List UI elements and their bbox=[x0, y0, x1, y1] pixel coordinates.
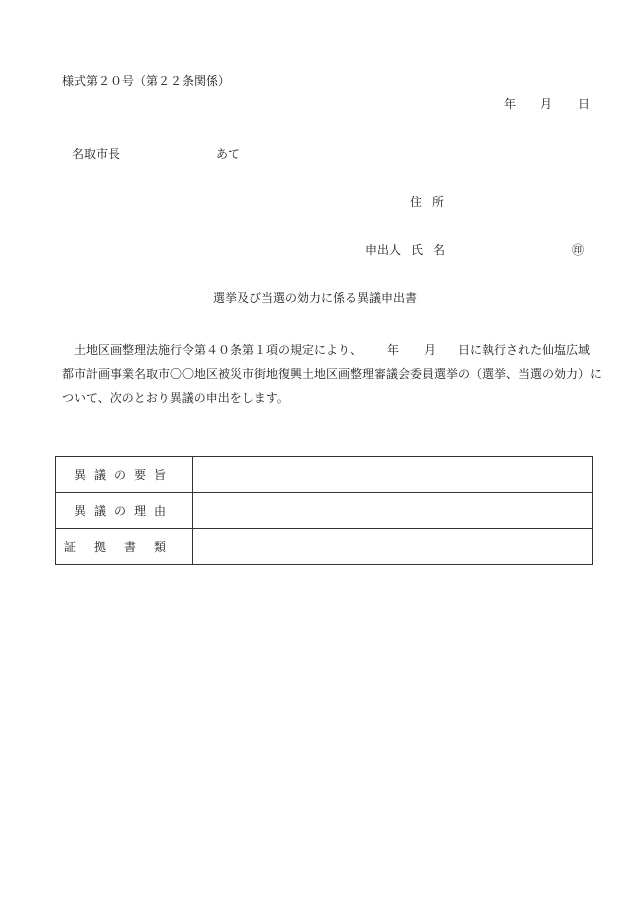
body-line-1-month: 月 bbox=[424, 343, 437, 357]
body-line-1-post: 日に執行された仙塩広域 bbox=[458, 343, 591, 357]
date-day: 日 bbox=[578, 97, 591, 111]
body-line-3-text: ついて、次のとおり異議の申出をします。 bbox=[62, 391, 289, 405]
applicant bbox=[365, 241, 590, 257]
address-label: 住所 bbox=[410, 195, 455, 209]
addressee bbox=[72, 145, 252, 161]
addressee-name: 名取市長 bbox=[72, 147, 121, 161]
body-line-3 bbox=[62, 386, 592, 410]
applicant-role: 申出人 bbox=[365, 243, 402, 257]
form-number: 様式第２０号（第２２条関係） bbox=[62, 74, 231, 88]
row-value-summary[interactable] bbox=[193, 457, 593, 493]
date-year: 年 bbox=[504, 97, 517, 111]
row-value-reason[interactable] bbox=[193, 493, 593, 529]
body-line-1-pre: 土地区画整理法施行令第４０条第１項の規定により、 bbox=[74, 343, 363, 357]
date-month: 月 bbox=[540, 97, 553, 111]
table-row bbox=[56, 529, 593, 565]
body-line-2-text: 都市計画事業名取市〇〇地区被災市街地復興土地区画整理審議会委員選挙の（選挙、当選の効力）に bbox=[62, 367, 603, 381]
seal-mark: ㊞ bbox=[572, 243, 585, 257]
row-label-reason: 異議の理由 bbox=[56, 493, 193, 529]
table-row bbox=[56, 457, 593, 493]
addressee-suffix: あて bbox=[216, 147, 241, 161]
body-line-1-year: 年 bbox=[387, 343, 400, 357]
applicant-name-label: 氏名 bbox=[411, 243, 456, 257]
document-title: 選挙及び当選の効力に係る異議申出書 bbox=[212, 291, 417, 305]
body-text bbox=[62, 338, 603, 410]
objection-table bbox=[55, 456, 593, 565]
row-label-summary: 異議の要旨 bbox=[56, 457, 193, 493]
body-line-1 bbox=[62, 338, 592, 362]
body-line-2 bbox=[62, 362, 603, 386]
row-value-evidence[interactable] bbox=[193, 529, 593, 565]
table-row bbox=[56, 493, 593, 529]
row-label-evidence: 証拠書類 bbox=[56, 529, 193, 565]
date-line bbox=[504, 95, 590, 111]
